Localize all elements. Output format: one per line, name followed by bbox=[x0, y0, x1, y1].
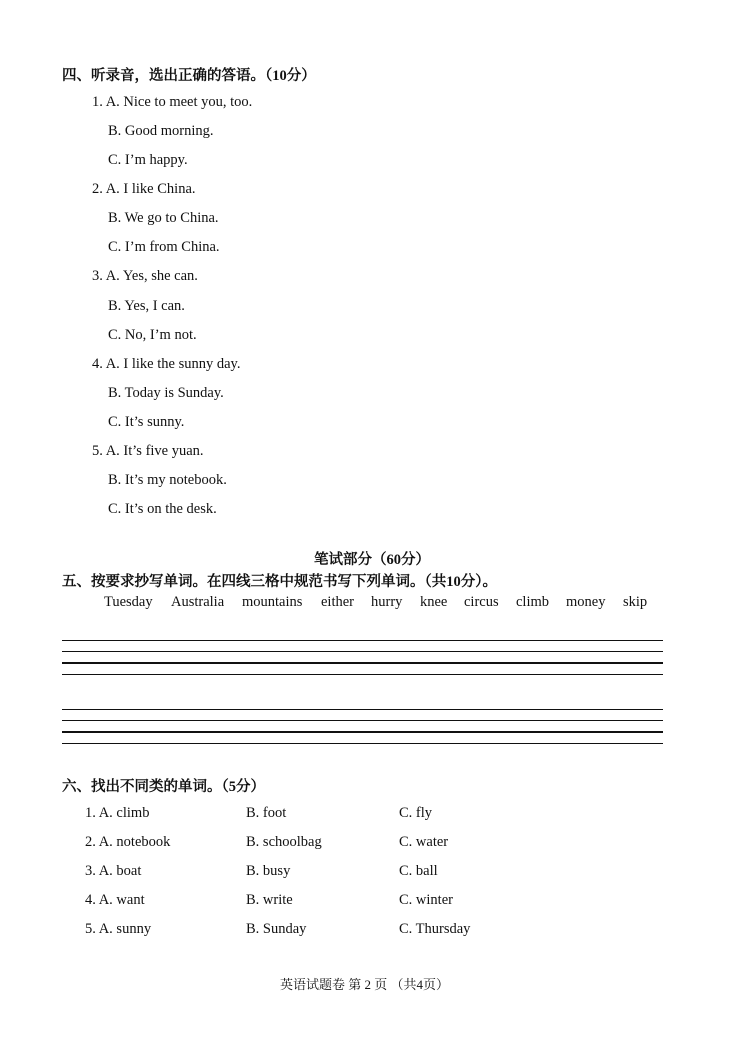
copy-word: either bbox=[321, 594, 355, 610]
section6-heading: 六、找出不同类的单词。（5分） bbox=[62, 779, 265, 795]
q2-option-c: C. I’m from China. bbox=[108, 239, 220, 255]
q3-option-c: C. No, I’m not. bbox=[108, 327, 197, 343]
s6-row1-b: B. foot bbox=[246, 805, 287, 821]
s6-row3-b: B. busy bbox=[246, 863, 291, 879]
grid-line bbox=[62, 662, 663, 664]
s6-row4-b: B. write bbox=[246, 892, 293, 908]
s6-row5-a: 5. A. sunny bbox=[85, 921, 152, 937]
q1-option-c: C. I’m happy. bbox=[108, 152, 188, 168]
q5-option-b: B. It’s my notebook. bbox=[108, 472, 227, 488]
copy-word: knee bbox=[420, 594, 448, 610]
q3-option-b: B. Yes, I can. bbox=[108, 298, 185, 314]
copy-word: climb bbox=[516, 594, 550, 610]
q5-option-a: 5. A. It’s five yuan. bbox=[92, 443, 204, 459]
grid-line bbox=[62, 640, 663, 641]
grid-line bbox=[62, 651, 663, 652]
q1-option-b: B. Good morning. bbox=[108, 123, 214, 139]
s6-row5-b: B. Sunday bbox=[246, 921, 307, 937]
q1-option-a: 1. A. Nice to meet you, too. bbox=[92, 94, 253, 110]
q3-option-a: 3. A. Yes, she can. bbox=[92, 268, 198, 284]
s6-row3-a: 3. A. boat bbox=[85, 863, 142, 879]
s6-row4-a: 4. A. want bbox=[85, 892, 145, 908]
s6-row2-b: B. schoolbag bbox=[246, 834, 322, 850]
copy-word: circus bbox=[464, 594, 499, 610]
grid-line bbox=[62, 720, 663, 721]
s6-row2-a: 2. A. notebook bbox=[85, 834, 171, 850]
section4-heading: 四、听录音，选出正确的答语。（10分） bbox=[62, 68, 316, 84]
s6-row4-c: C. winter bbox=[399, 892, 453, 908]
grid-line bbox=[62, 709, 663, 710]
page-footer: 英语试题卷 第 2 页 （共4页） bbox=[280, 977, 450, 992]
q4-option-c: C. It’s sunny. bbox=[108, 414, 185, 430]
copy-word: money bbox=[566, 594, 606, 610]
s6-row2-c: C. water bbox=[399, 834, 449, 850]
written-part-title: 笔试部分（60分） bbox=[314, 552, 430, 568]
copy-word: Tuesday bbox=[104, 594, 153, 610]
section5-heading: 五、按要求抄写单词。在四线三格中规范书写下列单词。（共10分）。 bbox=[62, 574, 497, 590]
q5-option-c: C. It’s on the desk. bbox=[108, 501, 217, 517]
grid-line bbox=[62, 743, 663, 744]
s6-row1-c: C. fly bbox=[399, 805, 433, 821]
copy-word: hurry bbox=[371, 594, 403, 610]
s6-row5-c: C. Thursday bbox=[399, 921, 471, 937]
q2-option-b: B. We go to China. bbox=[108, 210, 219, 226]
s6-row1-a: 1. A. climb bbox=[85, 805, 150, 821]
q2-option-a: 2. A. I like China. bbox=[92, 181, 196, 197]
copy-word: skip bbox=[623, 594, 648, 610]
copy-word: Australia bbox=[171, 594, 225, 610]
copy-word: mountains bbox=[242, 594, 303, 610]
grid-line bbox=[62, 731, 663, 733]
q4-option-a: 4. A. I like the sunny day. bbox=[92, 356, 241, 372]
s6-row3-c: C. ball bbox=[399, 863, 438, 879]
q4-option-b: B. Today is Sunday. bbox=[108, 385, 224, 401]
grid-line bbox=[62, 674, 663, 675]
